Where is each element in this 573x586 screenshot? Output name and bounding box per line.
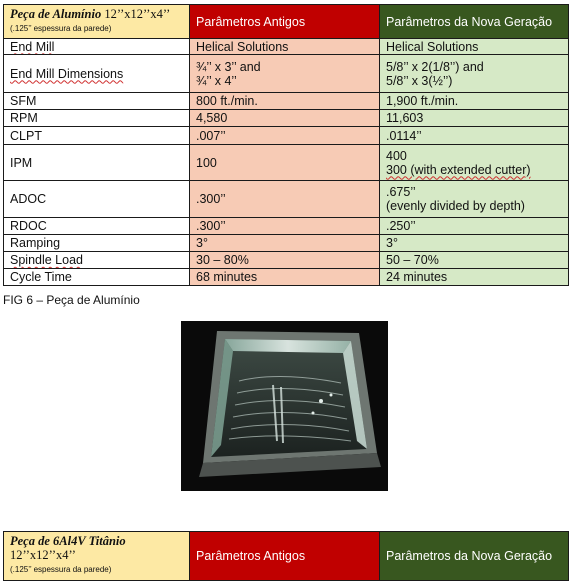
row-old-value: 68 minutes [190, 269, 380, 286]
row-new-line2: (evenly divided by depth) [386, 199, 525, 213]
table1-title: Peça de Alumínio [10, 7, 102, 21]
table2-note: (.125’’ espessura da parede) [10, 565, 112, 574]
row-new-line2: 5/8’’ x 3(½’’) [386, 73, 453, 88]
row-label: IPM [4, 145, 190, 181]
row-new-value [380, 55, 569, 93]
table1-dims: 12’’x12’’x4’’ [104, 7, 171, 21]
aluminum-part-photo [181, 321, 388, 491]
table-row [4, 252, 569, 269]
row-new-value: 50 – 70% [380, 252, 569, 269]
row-old-value [190, 55, 380, 93]
table-row [4, 39, 569, 55]
row-new-line1: 400 [386, 148, 407, 163]
row-new-value: Helical Solutions [380, 39, 569, 55]
row-old-line1: ¾’’ x 3’’ and [196, 59, 261, 74]
row-old-value: 800 ft./min. [190, 93, 380, 110]
row-label: ADOC [4, 181, 190, 218]
row-old-value: .300’’ [190, 218, 380, 235]
table1-header-new: Parâmetros da Nova Geração [380, 5, 569, 39]
row-new-line1: .675’’ [386, 185, 416, 199]
row-old-value: .300’’ [190, 181, 380, 218]
row-new-value: .250’’ [380, 218, 569, 235]
table2-title: Peça de 6Al4V Titânio [10, 534, 126, 548]
table-row [4, 235, 569, 252]
row-old-value: 4,580 [190, 110, 380, 127]
table2-header-old: Parâmetros Antigos [190, 532, 380, 581]
row-new-line1: 5/8’’ x 2(1/8’’) and [386, 59, 484, 74]
row-old-value: Helical Solutions [190, 39, 380, 55]
table2-header-new: Parâmetros da Nova Geração [380, 532, 569, 581]
table-row [4, 181, 569, 218]
table1-header-title [4, 5, 190, 39]
row-label: Ramping [4, 235, 190, 252]
row-old-value: 3° [190, 235, 380, 252]
aluminum-part-image [181, 321, 388, 491]
row-old-value: 100 [190, 145, 380, 181]
row-old-value: .007’’ [190, 127, 380, 145]
row-label: SFM [4, 93, 190, 110]
row-label: End Mill Dimensions [10, 66, 124, 81]
row-new-value [380, 181, 569, 218]
row-new-value: .0114’’ [380, 127, 569, 145]
row-new-value: 24 minutes [380, 269, 569, 286]
table2-dims: 12’’x12’’x4’’ [10, 548, 76, 562]
table1-note: (.125’’ espessura da parede) [10, 24, 112, 33]
figure-caption: FIG 6 – Peça de Alumínio [3, 293, 140, 307]
row-label: RDOC [4, 218, 190, 235]
row-label: CLPT [4, 127, 190, 145]
row-label: RPM [4, 110, 190, 127]
table-row [4, 93, 569, 110]
row-old-value: 30 – 80% [190, 252, 380, 269]
row-new-value: 11,603 [380, 110, 569, 127]
row-new-line2: 300 (with extended cutter) [386, 162, 531, 177]
titanium-parameters-table [3, 531, 569, 581]
table2-header-title [4, 532, 190, 581]
row-label: Cycle Time [4, 269, 190, 286]
table-row [4, 218, 569, 235]
table-row [4, 145, 569, 181]
row-old-line2: ¾’’ x 4’’ [196, 73, 237, 88]
table-row [4, 269, 569, 286]
row-new-value: 1,900 ft./min. [380, 93, 569, 110]
row-label: End Mill [10, 39, 55, 54]
row-new-value [380, 145, 569, 181]
table-row [4, 55, 569, 93]
table-row [4, 110, 569, 127]
table-row [4, 127, 569, 145]
aluminum-parameters-table [3, 4, 569, 286]
row-new-value: 3° [380, 235, 569, 252]
row-label: Spindle Load [10, 253, 83, 267]
table1-header-old: Parâmetros Antigos [190, 5, 380, 39]
